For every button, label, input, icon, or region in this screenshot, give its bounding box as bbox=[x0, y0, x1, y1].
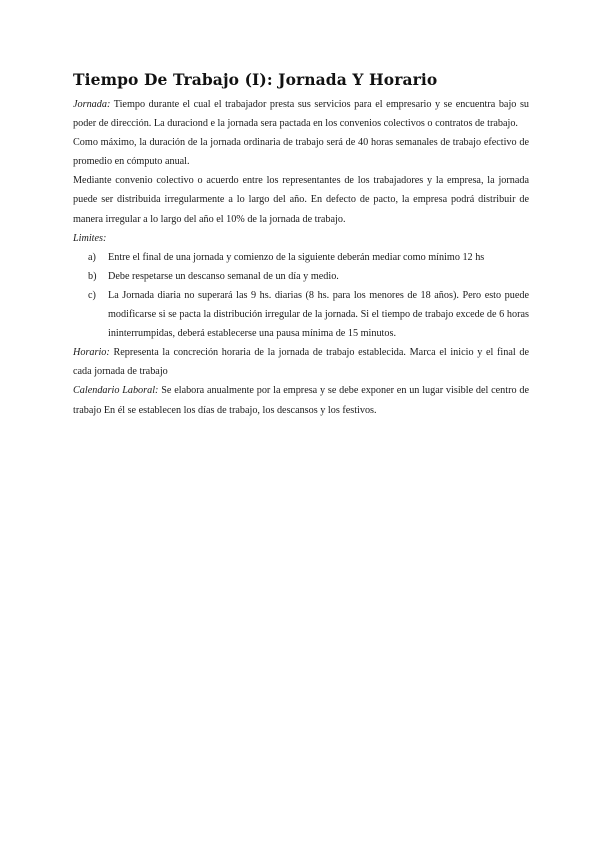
limites-label: Limites: bbox=[73, 232, 107, 244]
horario-paragraph bbox=[73, 343, 529, 381]
calendario-text: Se elabora anualmente por la empresa y se debe exponer en un lugar visible del centro de trabajo En él se establecen los días de trabajo, los descansos y los festivos. bbox=[73, 385, 529, 416]
list-item-text: La Jornada diaria no superará las 9 hs. diarias (8 hs. para los menores de 18 años). Pero esto puede modificarse si se pacta la distribución irregular de la jornada. Si el tiempo de trabajo excede de 6 horas ininterrumpidas, deberá establecerse una pausa mínima de 15 minutos. bbox=[108, 289, 529, 340]
limites-list bbox=[73, 248, 529, 343]
list-item bbox=[73, 267, 529, 286]
list-marker: c) bbox=[88, 289, 96, 301]
calendario-paragraph bbox=[73, 381, 529, 419]
list-item-text: Debe respetarse un descanso semanal de un día y medio. bbox=[108, 270, 339, 282]
horario-text: Representa la concreción horaria de la jornada de trabajo establecida. Marca el inicio y el final de cada jornada de trabajo bbox=[73, 347, 529, 378]
calendario-term: Calendario Laboral: bbox=[73, 385, 159, 397]
jornada-term: Jornada: bbox=[73, 99, 111, 110]
list-item bbox=[73, 286, 529, 343]
list-marker: b) bbox=[88, 270, 97, 282]
jornada-paragraph bbox=[73, 95, 529, 133]
list-marker: a) bbox=[88, 251, 96, 263]
horario-term: Horario: bbox=[73, 347, 110, 359]
list-item bbox=[73, 248, 529, 267]
document-title: Tiempo De Trabajo (I): Jornada Y Horario bbox=[73, 70, 438, 89]
limites-heading bbox=[73, 229, 529, 248]
document-content bbox=[73, 70, 529, 420]
list-item-text: Entre el final de una jornada y comienzo de la siguiente deberán mediar como mínimo 12 hs bbox=[108, 251, 485, 263]
maximo-paragraph: Como máximo, la duración de la jornada ordinaria de trabajo será de 40 horas semanales de trabajo efectivo de promedio en cómputo anual. bbox=[73, 137, 529, 168]
convenio-paragraph: Mediante convenio colectivo o acuerdo entre los representantes de los trabajadores y la empresa, la jornada puede ser distribuida irregularmente a lo largo del año. En defecto de pacto, la empresa podrá distribuir de manera irregular a lo largo del año el 10% de la jornada de trabajo. bbox=[73, 175, 529, 225]
jornada-text: Tiempo durante el cual el trabajador presta sus servicios para el empresario y se encuentra bajo su poder de dirección. La duraciond e la jornada sera pactada en los convenios colectivos o contratos de trabajo. bbox=[73, 99, 529, 130]
